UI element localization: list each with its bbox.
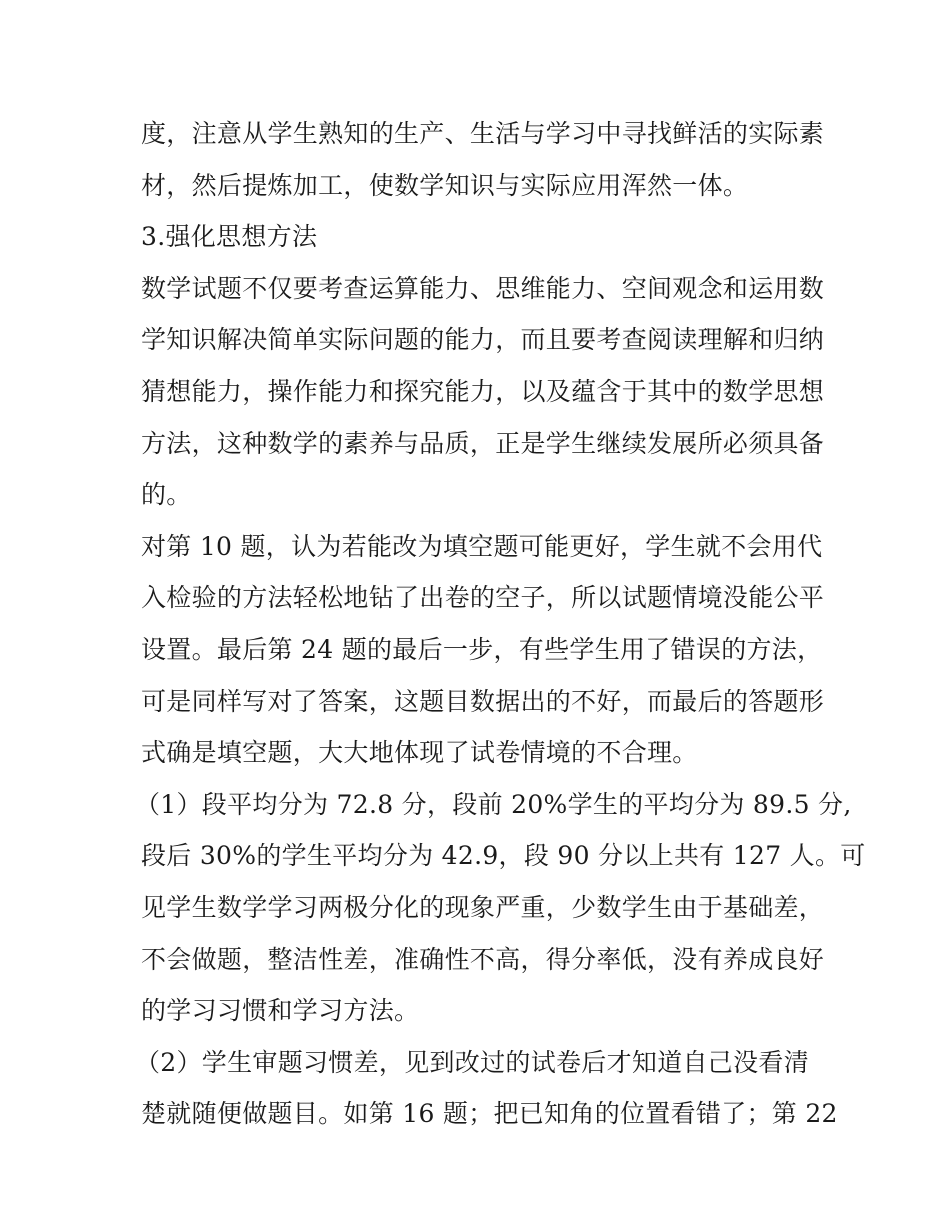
text-line: （1）段平均分为 72.8 分，段前 20%学生的平均分为 89.5 分,	[135, 789, 852, 819]
document-body	[135, 108, 866, 1140]
text-line: 可是同样写对了答案，这题目数据出的不好，而最后的答题形	[141, 686, 825, 716]
text-line: 段后 30%的学生平均分为 42.9，段 90 分以上共有 127 人。可	[141, 841, 866, 871]
text-line: 入检验的方法轻松地钻了出卷的空子，所以试题情境没能公平	[141, 583, 825, 613]
text-line: 设置。最后第 24 题的最后一步，有些学生用了错误的方法，	[141, 634, 823, 664]
text-line: 式确是填空题，大大地体现了试卷情境的不合理。	[141, 738, 698, 768]
text-line: （2）学生审题习惯差，见到改过的试卷后才知道自己没看清	[135, 1047, 810, 1077]
text-line: 的学习习惯和学习方法。	[141, 996, 420, 1026]
text-line: 度，注意从学生熟知的生产、生活与学习中寻找鲜活的实际素	[141, 119, 825, 148]
text-line: 不会做题，整洁性差，准确性不高，得分率低，没有养成良好	[141, 944, 825, 974]
text-line: 见学生数学学习两极分化的现象严重，少数学生由于基础差，	[141, 892, 825, 922]
text-line: 对第 10 题，认为若能改为填空题可能更好，学生就不会用代	[141, 531, 823, 561]
section-heading: 3.强化思想方法	[141, 222, 318, 252]
text-line: 方法，这种数学的素养与品质，正是学生继续发展所必须具备	[141, 428, 825, 458]
text-line: 数学试题不仅要考查运算能力、思维能力、空间观念和运用数	[141, 273, 825, 303]
text-line: 学知识解决简单实际问题的能力，而且要考查阅读理解和归纳	[141, 325, 825, 355]
text-line: 猜想能力，操作能力和探究能力，以及蕴含于其中的数学思想	[141, 376, 825, 406]
text-line: 材，然后提炼加工，使数学知识与实际应用浑然一体。	[141, 170, 749, 200]
text-line: 的。	[141, 480, 192, 510]
text-line: 楚就随便做题目。如第 16 题；把已知角的位置看错了；第 22	[141, 1099, 838, 1129]
